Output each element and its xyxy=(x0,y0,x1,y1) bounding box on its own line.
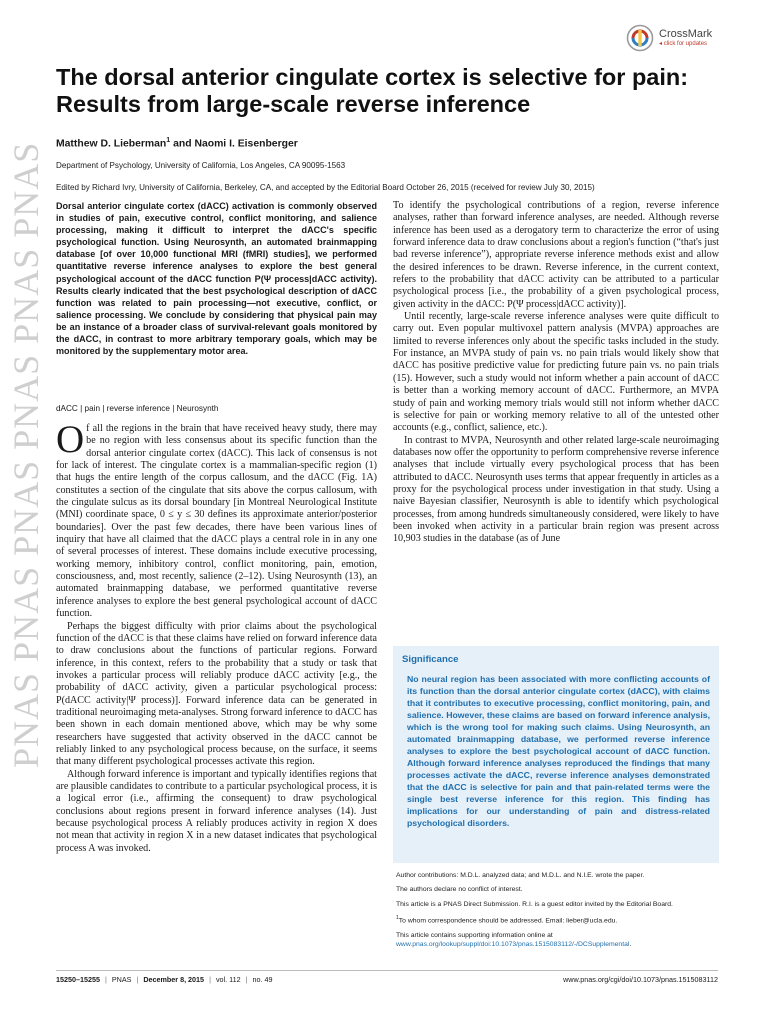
correspondence-note: $^1$To whom correspondence should be addressed. Email: lieber@ucla.edu. xyxy=(396,915,618,925)
page-range: 15250–15255 xyxy=(56,975,100,984)
body-paragraph: Until recently, large-scale reverse inference analyses were quite difficult to carry out. Even popular multivoxel pattern analysis (MVPA) approaches are limited to reverse inferences only about the specific tasks included in the study. For instance, an MVPA study of pain vs. no pain trials would likely show that dACC has positive predictive value for predicting future pain vs. no pain trials (15). However, such a study would not inform whether a pain account of dACC is better than a working memory account of dACC. Furthermore, an MVPA study of pain and working memory trials would still not inform whether dACC is selective for pain or working memory relative to all of the untested other accounts (e.g., conflict, salience, etc.). xyxy=(393,311,719,434)
body-paragraph: Although forward inference is important and typically identifies regions that are plausible candidates to contribute to a particular psychological process, it is a logical error (i.e., affirming the consequent) to draw psychological conclusions about regions present in forward inference analyses (14). Just because psychological process A reliably produces activity in region X does not mean that activity in region X in a new dataset indicates that psychological process A was invoked. xyxy=(56,768,377,854)
keywords: dACC | pain | reverse inference | Neurosynth xyxy=(56,404,219,413)
drop-cap: O xyxy=(56,418,85,461)
footnotes xyxy=(396,871,722,955)
significance-text: No neural region has been associated with more conflicting accounts of its function than the dorsal anterior cingulate cortex (dACC), with claims that it contributes to executive processing, conflict monitoring, pain, and salience. However, these claims are based on forward inference analysis, which is the wrong tool for making such claims. Using Neurosynth, an automated brainmapping database, we performed reverse inference analyses to explore the best psychological account of dACC function. Although forward inference analyses reproduced the findings that many processes activate the dACC, reverse inference analyses demonstrated that the dACC is selective for pain and that pain-related terms were the single best reverse inference for this region. This finding has implications for our understanding of pain and distress-related psychological disorders. xyxy=(407,674,710,828)
body-left-column xyxy=(56,418,377,855)
crossmark-label: CrossMark xyxy=(659,28,713,41)
submission-note: This article is a PNAS Direct Submission. R.I. is a guest editor invited by the Editorial Board. xyxy=(396,900,673,908)
author-list xyxy=(56,137,298,149)
body-paragraph: To identify the psychological contributions of a region, reverse inference analyses, rather than forward inference analyses, are needed. Although reverse inference has been used as a derogatory term to characterize the error of using forward inference data to draw conclusions about a region's function (“that's just bad reverse inference”), appropriate reverse inference methods exist and allow the desired inferences to be drawn. Reverse inference, in the current context, refers to the probability that dACC activity can be attributed to a particular psychological process [i.e., the probability of a given psychological process, given activity in the dACC: P(Ψ process|dACC activity)]. xyxy=(393,200,719,310)
arrow-left-icon: ◂ xyxy=(659,40,664,47)
issue-number: no. 49 xyxy=(252,975,273,984)
footer-citation: 15250–15255 | PNAS | December 8, 2015 | vol. 112 | no. 49 xyxy=(56,975,273,984)
doi-url[interactable]: www.pnas.org/cgi/doi/10.1073/pnas.1515083112 xyxy=(563,975,718,984)
journal-name: PNAS xyxy=(111,975,132,984)
significance-box xyxy=(393,646,719,863)
body-right-column xyxy=(393,200,719,546)
volume: vol. 112 xyxy=(215,975,241,984)
significance-heading: Significance xyxy=(402,654,459,665)
body-paragraph: In contrast to MVPA, Neurosynth and other related large-scale neuroimaging databases now offer the opportunity to perform comprehensive reverse inference analyses that include virtually every psychological process that has been attributed to dACC. Neurosynth uses terms that appear frequently in articles as a proxy for the psychological process under investigation in that study. Using a naive Bayesian classifier, Neurosynth is able to identify which psychological processes, from among hundreds simultaneously considered, were likely to have been invoked when activity in a particular brain region was present across 10,903 studies in the database (as of June xyxy=(393,434,719,545)
author-name: and Naomi I. Eisenberger xyxy=(173,138,298,150)
author-footnote-mark: 1 xyxy=(166,137,171,144)
footer-divider xyxy=(56,970,718,971)
crossmark-sublabel: ◂ click for updates xyxy=(659,40,708,47)
affiliation: Department of Psychology, University of California, Los Angeles, CA 90095-1563 xyxy=(56,161,346,170)
conflict-statement: The authors declare no conflict of interest. xyxy=(396,886,523,894)
supporting-info-note: This article contains supporting information online at www.pnas.org/lookup/suppl/doi:10.1073/pnas.1515083112/-/DCSupplemental. xyxy=(396,931,632,949)
svg-text:PNAS PNAS PNAS PNAS PNAS: PNAS PNAS PNAS PNAS PNAS PNAS xyxy=(6,141,46,768)
body-paragraph: Of all the regions in the brain that have received heavy study, there may be no region with less consensus about its specific function than the dorsal anterior cingulate cortex (dACC). This lack of consensus is not for lack of interest. The cingulate cortex is a mammalian-specific region (1) that hugs the entire length of the corpus callosum, and the dACC (Fig. 1A) constitutes a section of the cingulate that sits above the corpus callosum, with the cingulate sulcus as its dorsal boundary [in Montreal Neurological Institute (MNI) coordinate space, 0 ≤ y ≤ 30 defines its approximate anterior/posterior boundaries]. Over the past few decades, there have been various lines of inquiry that have all claimed that the dACC plays a central role in in any one of several processes of interest. These domains include executive processing, working memory, inhibitory control, conflict monitoring, pain, emotion, consciousness, and, most recently, salience (2–12). Using Neurosynth (13), an automated brainmapping database, we performed quantitative reverse inference analyses to explore the best general psychological account of dACC function. xyxy=(56,418,377,620)
pnas-watermark xyxy=(2,128,46,768)
body-paragraph: Perhaps the biggest difficulty with prior claims about the psychological function of the dACC is that these claims have relied on forward inference data to draw conclusions about the functions of particular regions. Forward inference, in this context, refers to the probability that a study or task that invokes a particular process will reliably produce dACC activity [e.g., the probability of dACC activity, given a particular psychological process: P(dACC activity|Ψ process)]. Forward inference data can be generated in traditional neuroimaging meta-analyses. Strong forward inference to dACC has been shown in each domain mentioned above, which may be why some researchers have suggested that activity observed in the dACC cannot be reliably linked to any psychological process because, on the surface, it seems that many different psychological processes activate this region. xyxy=(56,620,377,768)
author-name: Matthew D. Lieberman xyxy=(56,138,167,150)
supporting-info-link[interactable]: www.pnas.org/lookup/suppl/doi:10.1073/pnas.1515083112/-/DCSupplemental xyxy=(396,941,630,949)
abstract: Dorsal anterior cingulate cortex (dACC) activation is commonly observed in studies of pain, executive control, conflict monitoring, and salience processing, making it difficult to interpret the dACC's specific psychological function. Using Neurosynth, an automated brainmapping database [of over 10,000 functional MRI (fMRI) studies], we performed quantitative reverse inference analyses to explore the best general psychological account of the dACC function P(Ψ process|dACC activity). Results clearly indicated that the best psychological description of dACC function was related to pain processing—not executive, conflict, or salience processing. We conclude by considering that physical pain may be an instance of a broader class of survival-relevant goals monitored by the dACC, in contrast to more arbitrary temporary goals, which may be monitored by the supplementary motor area. xyxy=(56,201,377,357)
issue-date: December 8, 2015 xyxy=(143,975,205,984)
crossmark-badge[interactable] xyxy=(626,24,756,52)
article-title: The dorsal anterior cingulate cortex is selective for pain: Results from large-scale reverse inference xyxy=(56,64,689,117)
editor-note: Edited by Richard Ivry, University of California, Berkeley, CA, and accepted by the Editorial Board October 26, 2015 (received for review July 30, 2015) xyxy=(56,183,595,192)
author-contributions: Author contributions: M.D.L. analyzed data; and M.D.L. and N.I.E. wrote the paper. xyxy=(396,872,645,879)
crossmark-icon xyxy=(626,24,654,52)
